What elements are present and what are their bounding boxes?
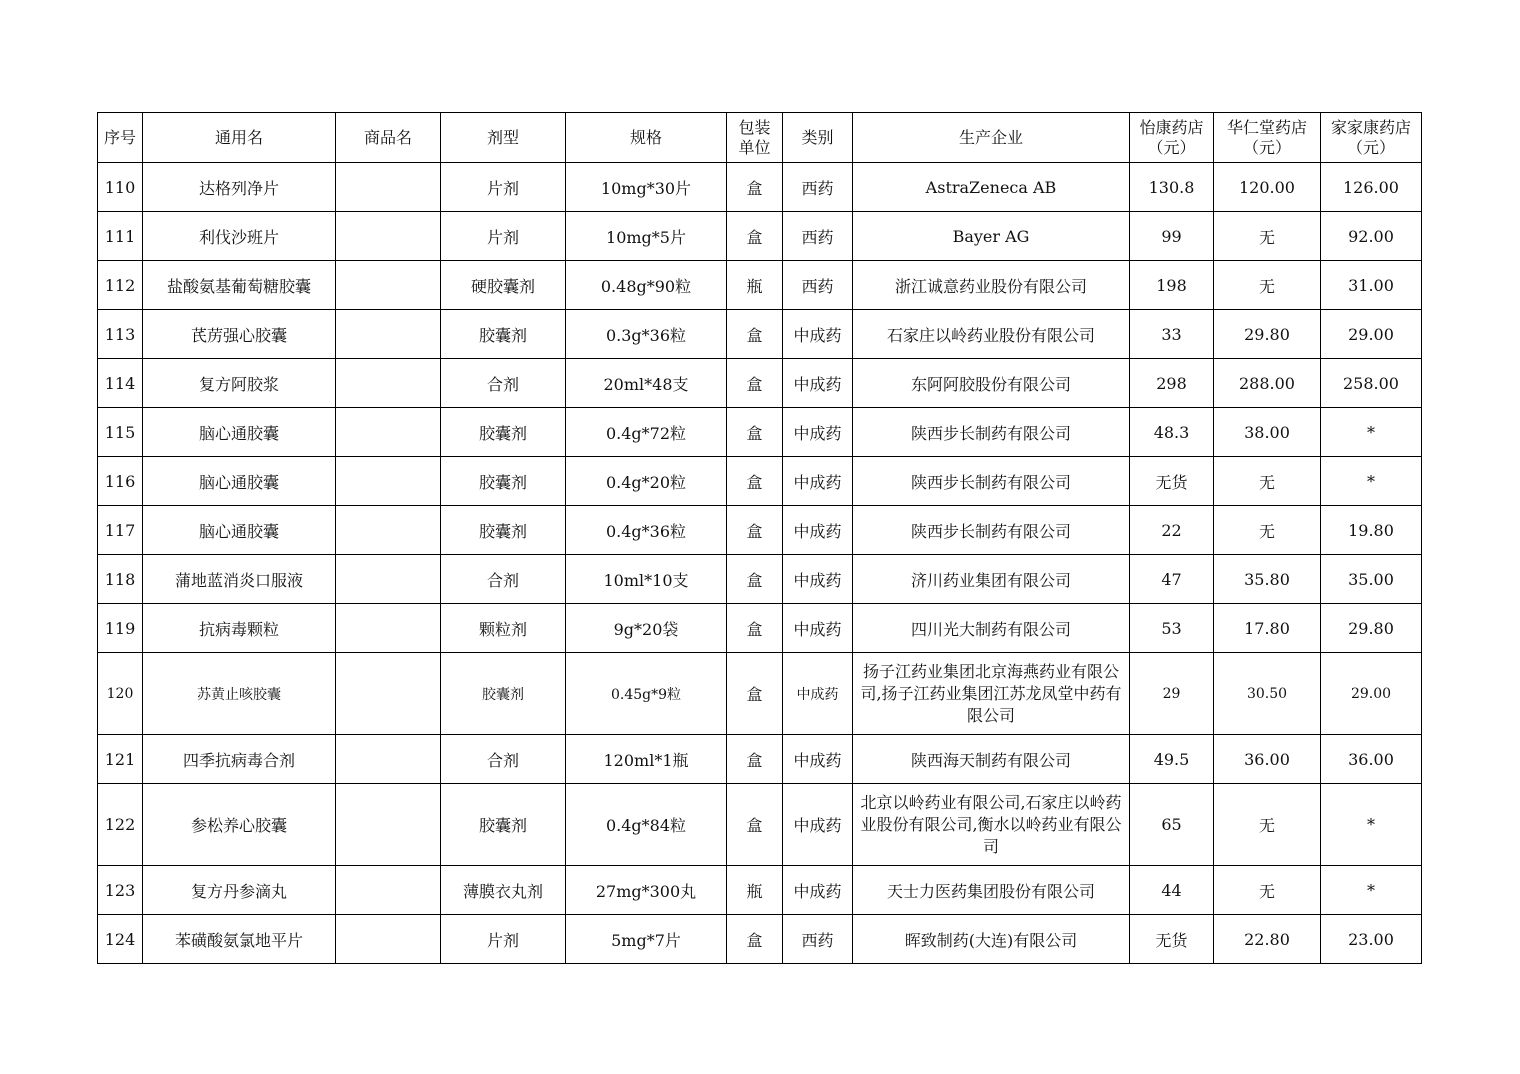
cell-huarentang-price: 30.50 bbox=[1214, 653, 1321, 735]
cell-generic-name: 利伐沙班片 bbox=[143, 212, 336, 261]
cell-spec: 5mg*7片 bbox=[566, 915, 727, 964]
cell-dosage-form: 胶囊剂 bbox=[441, 310, 566, 359]
cell-dosage-form: 胶囊剂 bbox=[441, 457, 566, 506]
cell-huarentang-price: 无 bbox=[1214, 784, 1321, 866]
cell-dosage-form: 合剂 bbox=[441, 555, 566, 604]
cell-category: 西药 bbox=[783, 261, 853, 310]
table-row bbox=[98, 163, 1422, 212]
header-dosage-form: 剂型 bbox=[441, 113, 566, 163]
cell-jiajiakang-price: 31.00 bbox=[1321, 261, 1422, 310]
cell-seq: 116 bbox=[98, 457, 143, 506]
cell-yikang-price: 298 bbox=[1130, 359, 1214, 408]
cell-trade-name bbox=[336, 359, 441, 408]
cell-spec: 0.45g*9粒 bbox=[566, 653, 727, 735]
cell-seq: 119 bbox=[98, 604, 143, 653]
table-row bbox=[98, 457, 1422, 506]
cell-manufacturer: 北京以岭药业有限公司,石家庄以岭药业股份有限公司,衡水以岭药业有限公司 bbox=[853, 784, 1130, 866]
header-huarentang-line1: 华仁堂药店 bbox=[1226, 117, 1307, 137]
cell-seq: 113 bbox=[98, 310, 143, 359]
cell-manufacturer: 天士力医药集团股份有限公司 bbox=[853, 866, 1130, 915]
cell-manufacturer: 济川药业集团有限公司 bbox=[853, 555, 1130, 604]
cell-manufacturer: Bayer AG bbox=[853, 212, 1130, 261]
cell-huarentang-price: 无 bbox=[1214, 457, 1321, 506]
cell-jiajiakang-price: * bbox=[1321, 457, 1422, 506]
table-row bbox=[98, 359, 1422, 408]
header-spec: 规格 bbox=[566, 113, 727, 163]
cell-category: 中成药 bbox=[783, 653, 853, 735]
cell-yikang-price: 无货 bbox=[1130, 915, 1214, 964]
cell-unit: 盒 bbox=[727, 506, 783, 555]
header-unit-line2: 单位 bbox=[738, 137, 771, 157]
cell-dosage-form: 薄膜衣丸剂 bbox=[441, 866, 566, 915]
cell-huarentang-price: 38.00 bbox=[1214, 408, 1321, 457]
cell-category: 中成药 bbox=[783, 604, 853, 653]
cell-unit: 盒 bbox=[727, 408, 783, 457]
table-row bbox=[98, 212, 1422, 261]
cell-yikang-price: 22 bbox=[1130, 506, 1214, 555]
cell-category: 中成药 bbox=[783, 408, 853, 457]
cell-seq: 120 bbox=[98, 653, 143, 735]
header-jiajiakang-line2: （元） bbox=[1346, 137, 1395, 157]
cell-unit: 盒 bbox=[727, 457, 783, 506]
header-generic-name: 通用名 bbox=[143, 113, 336, 163]
cell-seq: 118 bbox=[98, 555, 143, 604]
cell-manufacturer: 晖致制药(大连)有限公司 bbox=[853, 915, 1130, 964]
cell-trade-name bbox=[336, 784, 441, 866]
header-row bbox=[98, 113, 1422, 163]
cell-generic-name: 蒲地蓝消炎口服液 bbox=[143, 555, 336, 604]
cell-seq: 123 bbox=[98, 866, 143, 915]
cell-generic-name: 芪苈强心胶囊 bbox=[143, 310, 336, 359]
cell-jiajiakang-price: 35.00 bbox=[1321, 555, 1422, 604]
table-row bbox=[98, 310, 1422, 359]
table-row bbox=[98, 784, 1422, 866]
table-row bbox=[98, 408, 1422, 457]
cell-trade-name bbox=[336, 555, 441, 604]
cell-huarentang-price: 22.80 bbox=[1214, 915, 1321, 964]
cell-unit: 瓶 bbox=[727, 261, 783, 310]
cell-dosage-form: 片剂 bbox=[441, 163, 566, 212]
cell-manufacturer: 浙江诚意药业股份有限公司 bbox=[853, 261, 1130, 310]
cell-generic-name: 四季抗病毒合剂 bbox=[143, 735, 336, 784]
cell-dosage-form: 胶囊剂 bbox=[441, 653, 566, 735]
cell-spec: 9g*20袋 bbox=[566, 604, 727, 653]
cell-jiajiakang-price: 36.00 bbox=[1321, 735, 1422, 784]
cell-category: 西药 bbox=[783, 212, 853, 261]
cell-yikang-price: 33 bbox=[1130, 310, 1214, 359]
cell-yikang-price: 99 bbox=[1130, 212, 1214, 261]
cell-trade-name bbox=[336, 310, 441, 359]
table-row bbox=[98, 555, 1422, 604]
cell-dosage-form: 片剂 bbox=[441, 212, 566, 261]
cell-yikang-price: 29 bbox=[1130, 653, 1214, 735]
cell-seq: 121 bbox=[98, 735, 143, 784]
cell-jiajiakang-price: * bbox=[1321, 408, 1422, 457]
header-yikang-price bbox=[1130, 113, 1214, 163]
cell-category: 中成药 bbox=[783, 310, 853, 359]
table-row bbox=[98, 653, 1422, 735]
cell-yikang-price: 198 bbox=[1130, 261, 1214, 310]
cell-generic-name: 苯磺酸氨氯地平片 bbox=[143, 915, 336, 964]
cell-spec: 0.3g*36粒 bbox=[566, 310, 727, 359]
cell-generic-name: 复方阿胶浆 bbox=[143, 359, 336, 408]
cell-jiajiakang-price: * bbox=[1321, 866, 1422, 915]
header-yikang-line2: （元） bbox=[1147, 137, 1196, 157]
cell-unit: 盒 bbox=[727, 653, 783, 735]
cell-unit: 盒 bbox=[727, 555, 783, 604]
cell-spec: 20ml*48支 bbox=[566, 359, 727, 408]
header-unit-line1: 包装 bbox=[738, 117, 771, 137]
cell-jiajiakang-price: 29.80 bbox=[1321, 604, 1422, 653]
cell-category: 中成药 bbox=[783, 457, 853, 506]
cell-unit: 盒 bbox=[727, 212, 783, 261]
cell-huarentang-price: 无 bbox=[1214, 261, 1321, 310]
cell-generic-name: 脑心通胶囊 bbox=[143, 506, 336, 555]
cell-trade-name bbox=[336, 506, 441, 555]
header-jiajiakang-price bbox=[1321, 113, 1422, 163]
cell-unit: 盒 bbox=[727, 735, 783, 784]
table-row bbox=[98, 915, 1422, 964]
cell-manufacturer: 陕西步长制药有限公司 bbox=[853, 506, 1130, 555]
cell-category: 中成药 bbox=[783, 866, 853, 915]
cell-manufacturer: 石家庄以岭药业股份有限公司 bbox=[853, 310, 1130, 359]
cell-spec: 0.4g*36粒 bbox=[566, 506, 727, 555]
cell-spec: 0.48g*90粒 bbox=[566, 261, 727, 310]
cell-spec: 0.4g*72粒 bbox=[566, 408, 727, 457]
cell-spec: 0.4g*20粒 bbox=[566, 457, 727, 506]
cell-jiajiakang-price: 126.00 bbox=[1321, 163, 1422, 212]
table-row bbox=[98, 735, 1422, 784]
cell-spec: 10mg*30片 bbox=[566, 163, 727, 212]
cell-generic-name: 盐酸氨基葡萄糖胶囊 bbox=[143, 261, 336, 310]
cell-trade-name bbox=[336, 408, 441, 457]
cell-huarentang-price: 35.80 bbox=[1214, 555, 1321, 604]
cell-huarentang-price: 17.80 bbox=[1214, 604, 1321, 653]
cell-yikang-price: 44 bbox=[1130, 866, 1214, 915]
header-unit bbox=[727, 113, 783, 163]
cell-spec: 120ml*1瓶 bbox=[566, 735, 727, 784]
table-row bbox=[98, 866, 1422, 915]
cell-huarentang-price: 无 bbox=[1214, 866, 1321, 915]
cell-yikang-price: 53 bbox=[1130, 604, 1214, 653]
cell-seq: 117 bbox=[98, 506, 143, 555]
cell-trade-name bbox=[336, 866, 441, 915]
cell-yikang-price: 49.5 bbox=[1130, 735, 1214, 784]
cell-dosage-form: 硬胶囊剂 bbox=[441, 261, 566, 310]
cell-huarentang-price: 36.00 bbox=[1214, 735, 1321, 784]
cell-jiajiakang-price: 29.00 bbox=[1321, 653, 1422, 735]
header-huarentang-line2: （元） bbox=[1242, 137, 1291, 157]
cell-generic-name: 参松养心胶囊 bbox=[143, 784, 336, 866]
cell-unit: 盒 bbox=[727, 359, 783, 408]
cell-manufacturer: 东阿阿胶股份有限公司 bbox=[853, 359, 1130, 408]
cell-trade-name bbox=[336, 915, 441, 964]
drug-price-table bbox=[97, 112, 1422, 964]
cell-generic-name: 苏黄止咳胶囊 bbox=[143, 653, 336, 735]
cell-huarentang-price: 120.00 bbox=[1214, 163, 1321, 212]
cell-spec: 0.4g*84粒 bbox=[566, 784, 727, 866]
cell-yikang-price: 无货 bbox=[1130, 457, 1214, 506]
cell-category: 中成药 bbox=[783, 784, 853, 866]
cell-jiajiakang-price: 258.00 bbox=[1321, 359, 1422, 408]
cell-seq: 115 bbox=[98, 408, 143, 457]
header-yikang-line1: 怡康药店 bbox=[1139, 117, 1204, 137]
cell-unit: 盒 bbox=[727, 915, 783, 964]
cell-trade-name bbox=[336, 212, 441, 261]
cell-yikang-price: 48.3 bbox=[1130, 408, 1214, 457]
cell-manufacturer: 四川光大制药有限公司 bbox=[853, 604, 1130, 653]
cell-category: 中成药 bbox=[783, 735, 853, 784]
cell-trade-name bbox=[336, 457, 441, 506]
cell-trade-name bbox=[336, 261, 441, 310]
cell-dosage-form: 颗粒剂 bbox=[441, 604, 566, 653]
cell-manufacturer: 陕西海天制药有限公司 bbox=[853, 735, 1130, 784]
header-category: 类别 bbox=[783, 113, 853, 163]
cell-generic-name: 抗病毒颗粒 bbox=[143, 604, 336, 653]
header-trade-name: 商品名 bbox=[336, 113, 441, 163]
cell-dosage-form: 胶囊剂 bbox=[441, 506, 566, 555]
table-row bbox=[98, 506, 1422, 555]
cell-category: 中成药 bbox=[783, 555, 853, 604]
cell-seq: 114 bbox=[98, 359, 143, 408]
cell-category: 西药 bbox=[783, 163, 853, 212]
cell-spec: 27mg*300丸 bbox=[566, 866, 727, 915]
cell-seq: 111 bbox=[98, 212, 143, 261]
cell-huarentang-price: 无 bbox=[1214, 212, 1321, 261]
table-row bbox=[98, 604, 1422, 653]
cell-spec: 10mg*5片 bbox=[566, 212, 727, 261]
cell-yikang-price: 130.8 bbox=[1130, 163, 1214, 212]
cell-trade-name bbox=[336, 653, 441, 735]
cell-unit: 盒 bbox=[727, 310, 783, 359]
table-row bbox=[98, 261, 1422, 310]
cell-dosage-form: 胶囊剂 bbox=[441, 408, 566, 457]
cell-yikang-price: 65 bbox=[1130, 784, 1214, 866]
cell-category: 中成药 bbox=[783, 359, 853, 408]
cell-generic-name: 复方丹参滴丸 bbox=[143, 866, 336, 915]
cell-manufacturer: 陕西步长制药有限公司 bbox=[853, 457, 1130, 506]
cell-dosage-form: 片剂 bbox=[441, 915, 566, 964]
cell-unit: 盒 bbox=[727, 784, 783, 866]
cell-dosage-form: 合剂 bbox=[441, 735, 566, 784]
cell-generic-name: 脑心通胶囊 bbox=[143, 457, 336, 506]
cell-dosage-form: 合剂 bbox=[441, 359, 566, 408]
cell-huarentang-price: 29.80 bbox=[1214, 310, 1321, 359]
cell-trade-name bbox=[336, 604, 441, 653]
cell-seq: 122 bbox=[98, 784, 143, 866]
cell-manufacturer: 扬子江药业集团北京海燕药业有限公司,扬子江药业集团江苏龙凤堂中药有限公司 bbox=[853, 653, 1130, 735]
cell-jiajiakang-price: 29.00 bbox=[1321, 310, 1422, 359]
cell-seq: 110 bbox=[98, 163, 143, 212]
cell-huarentang-price: 无 bbox=[1214, 506, 1321, 555]
cell-jiajiakang-price: 92.00 bbox=[1321, 212, 1422, 261]
cell-category: 西药 bbox=[783, 915, 853, 964]
cell-manufacturer: AstraZeneca AB bbox=[853, 163, 1130, 212]
price-table-sheet bbox=[97, 112, 1422, 964]
cell-category: 中成药 bbox=[783, 506, 853, 555]
cell-trade-name bbox=[336, 163, 441, 212]
cell-jiajiakang-price: * bbox=[1321, 784, 1422, 866]
cell-yikang-price: 47 bbox=[1130, 555, 1214, 604]
cell-unit: 盒 bbox=[727, 163, 783, 212]
cell-seq: 112 bbox=[98, 261, 143, 310]
cell-seq: 124 bbox=[98, 915, 143, 964]
cell-unit: 瓶 bbox=[727, 866, 783, 915]
cell-trade-name bbox=[336, 735, 441, 784]
header-jiajiakang-line1: 家家康药店 bbox=[1330, 117, 1411, 137]
cell-generic-name: 脑心通胶囊 bbox=[143, 408, 336, 457]
cell-jiajiakang-price: 19.80 bbox=[1321, 506, 1422, 555]
cell-unit: 盒 bbox=[727, 604, 783, 653]
header-huarentang-price bbox=[1214, 113, 1321, 163]
cell-huarentang-price: 288.00 bbox=[1214, 359, 1321, 408]
cell-spec: 10ml*10支 bbox=[566, 555, 727, 604]
header-seq: 序号 bbox=[98, 113, 143, 163]
cell-dosage-form: 胶囊剂 bbox=[441, 784, 566, 866]
cell-generic-name: 达格列净片 bbox=[143, 163, 336, 212]
cell-jiajiakang-price: 23.00 bbox=[1321, 915, 1422, 964]
cell-manufacturer: 陕西步长制药有限公司 bbox=[853, 408, 1130, 457]
header-manufacturer: 生产企业 bbox=[853, 113, 1130, 163]
